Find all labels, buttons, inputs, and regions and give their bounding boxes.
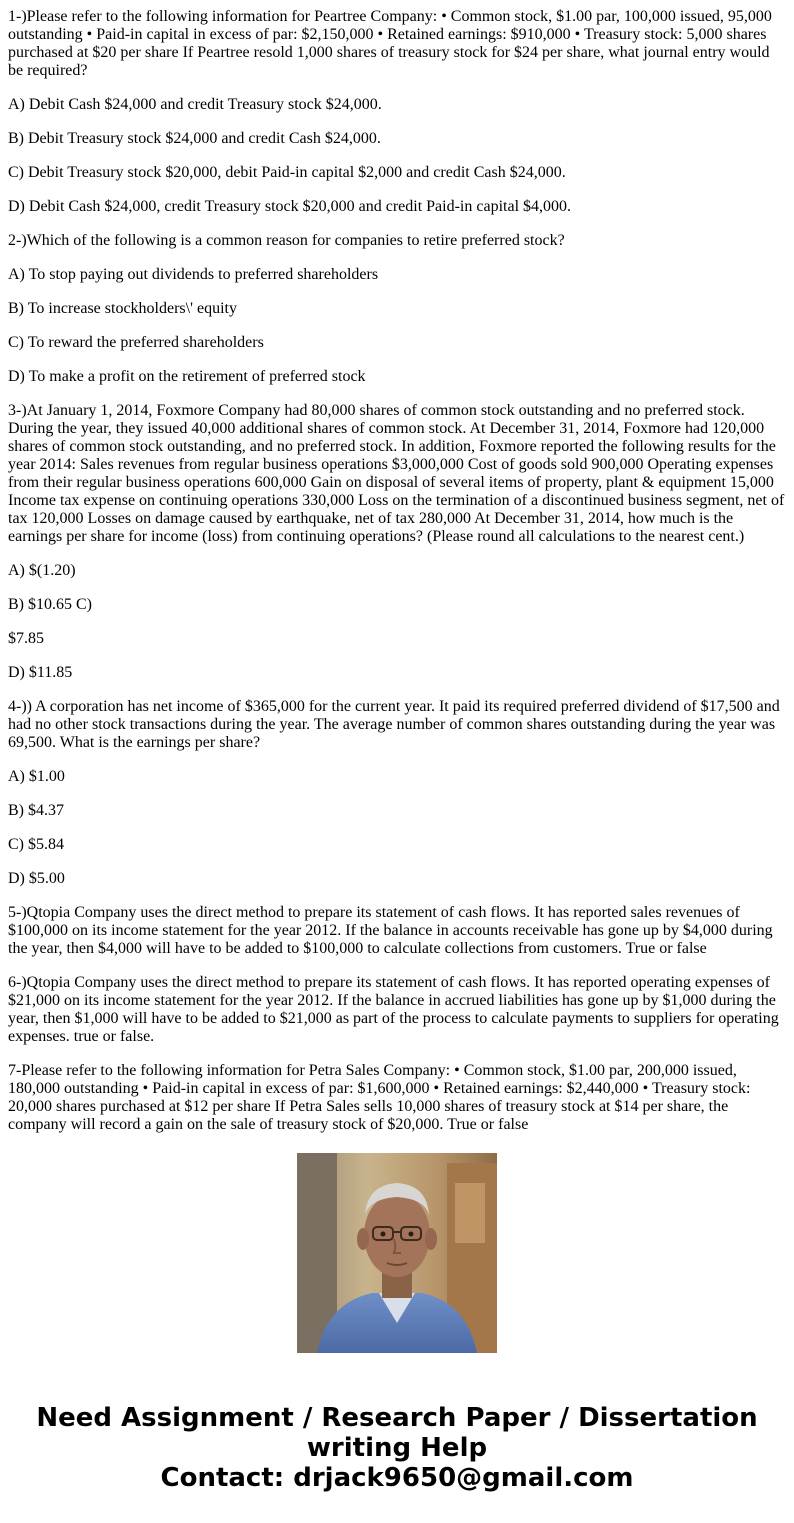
paragraph-q5: 5-)Qtopia Company uses the direct method to prepare its statement of cash flows. It has reported sales revenues of $100,000 on its income statement for the year 2012. If the balance in accounts receivable has gone up by $4,000 during the year, then $4,000 will have to be added to $100,000 to calculate collections from customers. True or false — [8, 904, 773, 957]
paragraph-q6: 6-)Qtopia Company uses the direct method to prepare its statement of cash flows. It has reported operating expenses of $21,000 on its income statement for the year 2012. If the balance in accrued liabilities has gone up by $1,000 during the year, then $1,000 will have to be added to $21,000 as part of the process to calculate payments to suppliers for operating expenses. true or false. — [8, 974, 779, 1045]
footer-contact: Contact: drjack9650@gmail.com — [160, 1463, 634, 1493]
paragraph-q1-option-a: A) Debit Cash $24,000 and credit Treasury stock $24,000. — [8, 96, 382, 113]
paragraph-q3-option-d: D) $11.85 — [8, 664, 73, 681]
avatar — [297, 1153, 497, 1353]
paragraph-q4-option-c: C) $5.84 — [8, 836, 64, 853]
paragraph-q2-option-a: A) To stop paying out dividends to preferred shareholders — [8, 266, 379, 283]
paragraph-q2-option-d: D) To make a profit on the retirement of preferred stock — [8, 368, 366, 385]
footer-line-2: writing Help — [306, 1433, 488, 1463]
paragraph-q2-option-c: C) To reward the preferred shareholders — [8, 334, 264, 351]
paragraph-q3-option-a: A) $(1.20) — [8, 562, 76, 579]
paragraph-q1-option-d: D) Debit Cash $24,000, credit Treasury stock $20,000 and credit Paid-in capital $4,000. — [8, 198, 572, 215]
paragraph-q4-option-b: B) $4.37 — [8, 802, 64, 819]
paragraph-q3: 3-)At January 1, 2014, Foxmore Company had 80,000 shares of common stock outstanding and no preferred stock. During the year, they issued 40,000 additional shares of common stock. At December 31, 2014, Foxmore had 120,000 shares of common stock outstanding, and no preferred stock. In addition, Foxmore reported the following results for the year 2014: Sales revenues from regular business operations $3,000,000 Cost of goods sold 900,000 Operating expenses from their regular business operations 600,000 Gain on disposal of several items of property, plant & equipment 15,000 Income tax expense on continuing operations 330,000 Loss on the termination of a discontinued business segment, net of tax 120,000 Losses on damage caused by earthquake, net of tax 280,000 At December 31, 2014, how much is the earnings per share for income (loss) from continuing operations? (Please round all calculations to the nearest cent.) — [8, 402, 785, 545]
paragraph-q4: 4-)) A corporation has net income of $365,000 for the current year. It paid its required preferred dividend of $17,500 and had no other stock transactions during the year. The average number of common shares outstanding during the year was 69,500. What is the earnings per share? — [8, 698, 780, 751]
document-body — [8, 8, 786, 1133]
promo-footer — [0, 1403, 794, 1493]
paragraph-q2-option-b: B) To increase stockholders\' equity — [8, 300, 237, 317]
person-photo-icon — [297, 1153, 497, 1353]
paragraph-q2: 2-)Which of the following is a common reason for companies to retire preferred stock? — [8, 232, 565, 249]
paragraph-q1: 1-)Please refer to the following information for Peartree Company: • Common stock, $1.00 par, 100,000 issued, 95,000 outstanding • Paid-in capital in excess of par: $2,150,000 • Retained earnings: $910,000 • Treasury stock: 5,000 shares purchased at $20 per share If Peartree resold 1,000 shares of treasury stock for $24 per share, what journal entry would be required? — [8, 8, 772, 79]
paragraph-q3-option-b: B) $10.65 C) — [8, 596, 92, 613]
paragraph-q1-option-c: C) Debit Treasury stock $20,000, debit Paid-in capital $2,000 and credit Cash $24,000. — [8, 164, 566, 181]
footer-line-1: Need Assignment / Research Paper / Dissertation — [36, 1403, 758, 1433]
paragraph-q1-option-b: B) Debit Treasury stock $24,000 and credit Cash $24,000. — [8, 130, 381, 147]
paragraph-q4-option-a: A) $1.00 — [8, 768, 65, 785]
paragraph-q4-option-d: D) $5.00 — [8, 870, 65, 887]
paragraph-q3-option-c: $7.85 — [8, 630, 44, 647]
paragraph-q7: 7-Please refer to the following information for Petra Sales Company: • Common stock, $1.00 par, 200,000 issued, 180,000 outstanding • Paid-in capital in excess of par: $1,600,000 • Retained earnings: $2,440,000 • Treasury stock: 20,000 shares purchased at $12 per share If Petra Sales sells 10,000 shares of treasury stock at $14 per share, the company will record a gain on the sale of treasury stock of $20,000. True or false — [8, 1062, 751, 1133]
